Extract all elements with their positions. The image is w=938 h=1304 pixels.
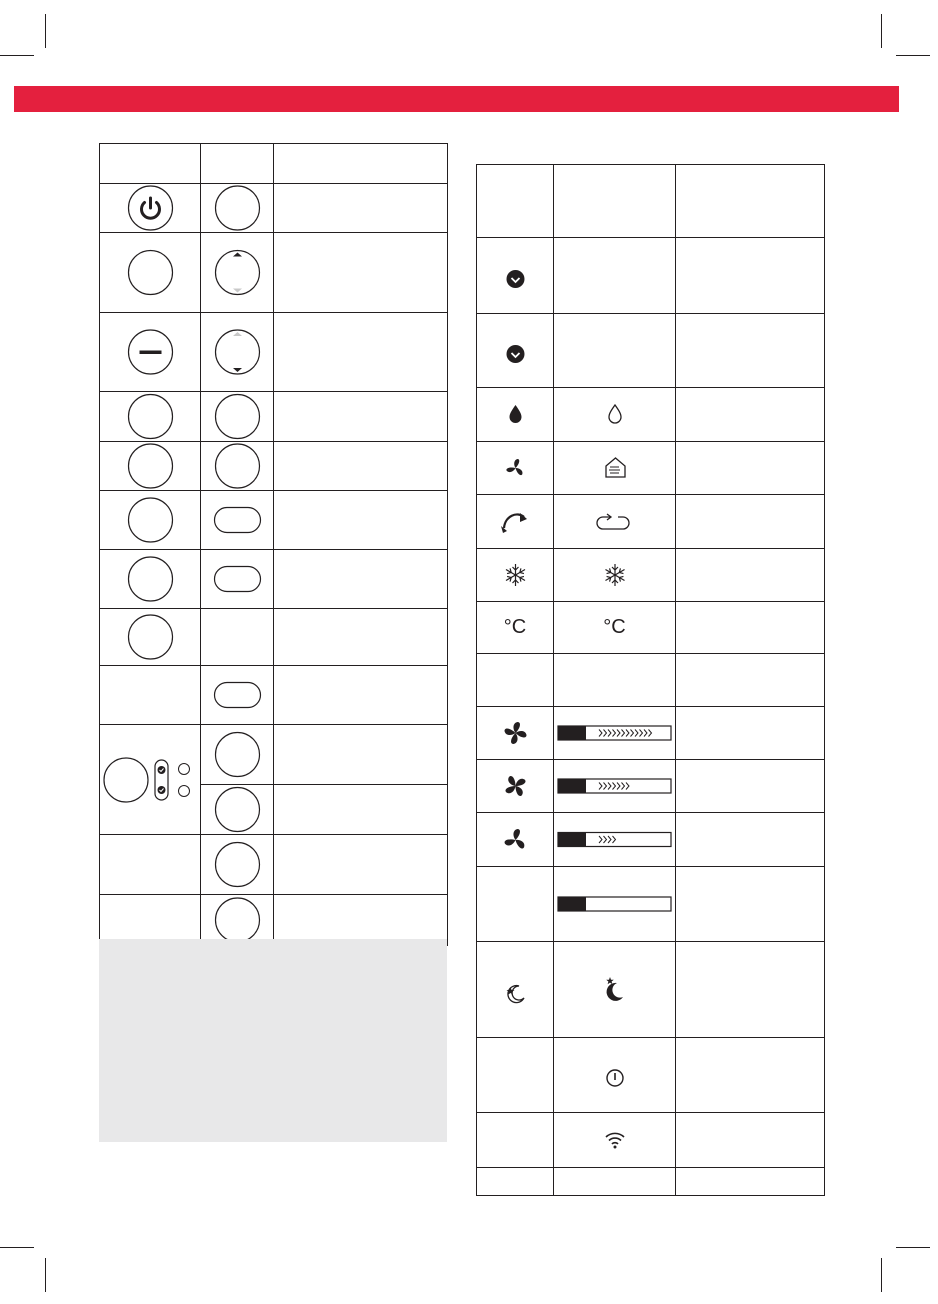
table-row <box>477 942 825 1038</box>
table-row <box>100 666 448 725</box>
round-button-blank-icon <box>100 392 201 441</box>
speed-chevron <box>608 730 611 737</box>
crop-mark <box>896 1247 930 1248</box>
table-row <box>100 392 448 442</box>
table-row <box>100 491 448 550</box>
speed-bar-medium-icon <box>554 760 676 812</box>
speed-chevron <box>608 836 611 843</box>
crop-mark <box>881 14 882 48</box>
table-row <box>100 895 448 946</box>
table-row <box>477 549 825 602</box>
timer-selector-button-icon <box>100 726 201 834</box>
round-button-blank-icon <box>100 491 201 549</box>
empty-cell <box>554 1168 676 1196</box>
crop-mark <box>881 1258 882 1292</box>
speed-chevron <box>613 730 616 737</box>
description-cell <box>676 867 825 942</box>
table-row <box>100 550 448 609</box>
timer-off-indicator-icon <box>477 314 554 387</box>
description-cell <box>676 495 825 549</box>
empty-cell <box>100 835 201 895</box>
crop-mark <box>0 55 34 56</box>
buttons-table <box>99 143 448 946</box>
speed-chevron <box>635 730 638 737</box>
dehumidify-drop-outline-icon <box>554 388 676 441</box>
empty-cell <box>100 666 201 725</box>
empty-cell <box>477 654 554 707</box>
description-cell <box>274 313 448 392</box>
description-cell <box>274 442 448 491</box>
crop-mark <box>0 1247 34 1248</box>
table-row <box>477 495 825 549</box>
speed-bar-auto-icon <box>554 867 676 941</box>
fan-high-icon <box>477 707 554 759</box>
speed-chevron <box>599 730 602 737</box>
table-row <box>477 867 825 942</box>
note-box <box>99 939 447 1142</box>
empty-cell <box>554 314 676 388</box>
header-cell <box>477 165 554 238</box>
cool-snowflake-icon <box>554 549 676 601</box>
table-row <box>100 725 448 785</box>
description-cell <box>676 602 825 654</box>
empty-cell <box>477 1168 554 1196</box>
description-cell <box>274 835 448 895</box>
speed-chevron <box>617 730 620 737</box>
dehumidify-drop-filled-icon <box>477 388 554 441</box>
home-fan-icon <box>554 442 676 494</box>
description-cell <box>274 895 448 946</box>
speed-chevron <box>626 783 629 790</box>
speed-chevron <box>622 730 625 737</box>
round-button-blank-icon <box>100 442 201 490</box>
crop-mark <box>896 55 930 56</box>
description-cell <box>274 491 448 550</box>
round-button-blank-icon <box>100 609 201 665</box>
swing-loop-icon <box>554 495 676 548</box>
speed-chevron <box>613 836 616 843</box>
empty-cell <box>477 1113 554 1168</box>
description-cell <box>274 233 448 313</box>
speed-chevron <box>613 783 616 790</box>
description-cell <box>274 666 448 725</box>
description-cell <box>676 549 825 602</box>
table-row <box>477 1038 825 1113</box>
table-row <box>477 314 825 388</box>
fan-mode-icon <box>477 442 554 494</box>
table-row <box>100 609 448 666</box>
empty-cell <box>100 895 201 946</box>
speed-chevron <box>640 730 643 737</box>
minus-button-icon <box>100 313 201 391</box>
round-button-blank-icon <box>201 442 274 490</box>
table-row <box>100 835 448 895</box>
table-row <box>477 238 825 314</box>
empty-cell <box>477 1038 554 1113</box>
table-header-row <box>100 144 448 184</box>
down-arrow-button-icon <box>201 313 274 391</box>
pill-button-icon <box>201 491 274 549</box>
empty-cell <box>477 867 554 942</box>
speed-chevron <box>604 836 607 843</box>
table-row <box>477 442 825 495</box>
header-banner <box>14 86 899 112</box>
round-button-blank-icon <box>201 392 274 441</box>
empty-cell <box>201 609 274 666</box>
speed-chevron <box>599 783 602 790</box>
speed-chevron <box>631 730 634 737</box>
description-cell <box>676 707 825 760</box>
description-cell <box>676 1168 825 1196</box>
table-row <box>477 602 825 654</box>
speed-chevron <box>599 836 602 843</box>
description-cell <box>676 238 825 314</box>
table-row <box>477 1168 825 1196</box>
speed-chevron <box>608 783 611 790</box>
table-row <box>100 442 448 491</box>
wifi-icon <box>554 1113 676 1167</box>
empty-cell <box>554 654 676 707</box>
speed-chevron <box>622 783 625 790</box>
table-row <box>100 233 448 313</box>
description-cell <box>274 785 448 835</box>
power-button-icon <box>100 184 201 232</box>
crop-mark <box>45 1258 46 1292</box>
fan-medium-icon <box>477 760 554 812</box>
cool-snowflake-icon <box>477 549 554 601</box>
table-header-row <box>477 165 825 238</box>
round-button-blank-icon <box>201 785 274 834</box>
celsius-icon: °C <box>503 616 527 638</box>
speed-chevron <box>604 730 607 737</box>
description-cell <box>274 392 448 442</box>
table-row <box>477 707 825 760</box>
table-row <box>477 813 825 867</box>
table-row <box>477 1113 825 1168</box>
swing-arrow-icon <box>477 495 554 548</box>
description-cell <box>676 1113 825 1168</box>
up-arrow-button-icon <box>201 233 274 312</box>
description-cell <box>676 1038 825 1113</box>
speed-bar-high-icon <box>554 707 676 759</box>
description-cell <box>676 442 825 495</box>
table-row <box>100 313 448 392</box>
round-button-blank-icon <box>100 233 201 312</box>
speed-chevron <box>617 783 620 790</box>
table-row <box>477 654 825 707</box>
table-row <box>477 388 825 442</box>
sleep-moon-filled-icon <box>554 942 676 1037</box>
round-button-blank-icon <box>201 895 274 945</box>
round-button-blank-icon <box>100 550 201 608</box>
indicators-table <box>476 164 825 1196</box>
speed-chevron <box>649 730 652 737</box>
description-cell <box>274 725 448 785</box>
header-cell <box>676 165 825 238</box>
description-cell <box>676 388 825 442</box>
description-cell <box>676 654 825 707</box>
table-row <box>100 184 448 233</box>
description-cell <box>676 813 825 867</box>
description-cell <box>274 184 448 233</box>
description-cell <box>676 314 825 388</box>
speed-chevron <box>644 730 647 737</box>
description-cell <box>676 942 825 1038</box>
fan-low-icon <box>477 813 554 866</box>
pill-button-icon <box>201 666 274 724</box>
crop-mark <box>45 14 46 48</box>
round-button-blank-icon <box>201 725 274 784</box>
pill-button-icon <box>201 550 274 608</box>
celsius-icon: °C <box>603 616 626 638</box>
description-cell <box>274 550 448 609</box>
table-row <box>477 760 825 813</box>
header-cell <box>201 144 274 184</box>
round-button-blank-icon <box>201 184 274 232</box>
speed-chevron <box>604 783 607 790</box>
power-indicator-icon <box>554 1038 676 1112</box>
header-cell <box>100 144 201 184</box>
round-button-blank-icon <box>201 835 274 894</box>
description-cell <box>676 760 825 813</box>
sleep-moon-icon <box>477 942 554 1037</box>
speed-chevron <box>626 730 629 737</box>
timer-on-indicator-icon <box>477 238 554 313</box>
empty-cell <box>554 238 676 314</box>
header-cell <box>554 165 676 238</box>
header-cell <box>274 144 448 184</box>
description-cell <box>274 609 448 666</box>
speed-bar-low-icon <box>554 813 676 866</box>
